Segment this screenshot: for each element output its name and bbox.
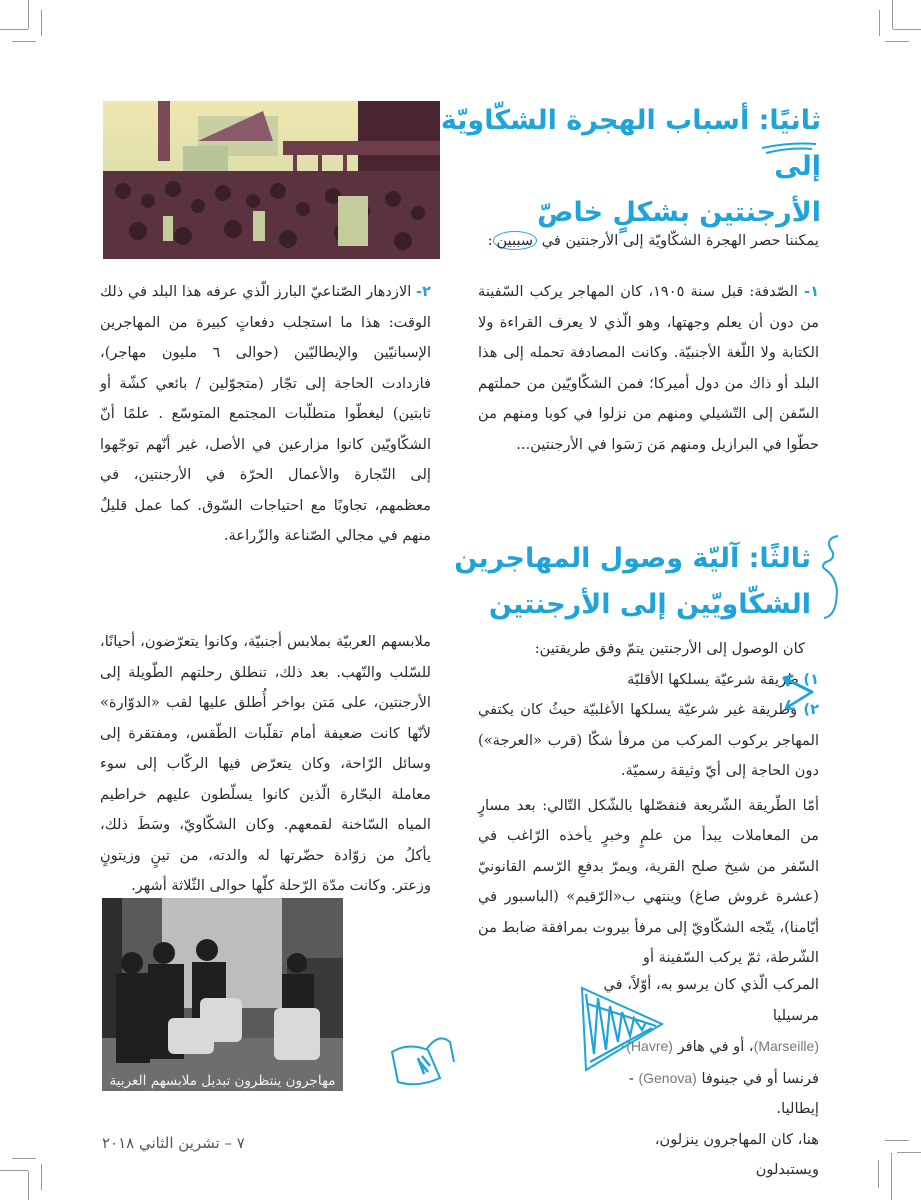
way2-item	[478, 695, 819, 787]
section2-intro-prefix: يمكننا حصر الهجرة الشكّاويّة إلى الأرجنتين في	[541, 232, 819, 249]
underline-flourish-icon	[760, 140, 820, 156]
marseille-text: (Marseille)	[753, 1038, 819, 1054]
legal-way-paragraph: أمّا الطّريقة الشّريعة فنفصّلها بالشّكل التّالي: بعد مسارٍ من المعاملات يبدأ من علمٍ وخبرٍ يأخذه الرّاغب في السّفر من شيخ صلح القرية، ويمرّ بدفعِ الرّسم القانونيّ (عشرة غروش صاغ) وينتهي ب«الرّقيم» (الباسبور في أيّامنا)، يتّجه الشكّاويّ إلى مرفأ بيروت بمرافقة ضابط من الشّرطة، ثمّ يركب السّفينة أو	[478, 796, 819, 966]
double-arrow-icon	[776, 668, 820, 716]
way1-text: طريقة شرعيّة يسلكها الأقليّة	[627, 670, 799, 688]
ports-line2-mid: ، أو في هافر	[677, 1038, 754, 1055]
ports-line4: هنا، كان المهاجرون ينزلون، ويستبدلون	[654, 1130, 819, 1178]
section2-heading-line2: الأرجنتين بشكلٍ خاصّ	[537, 197, 821, 228]
fez-doodle-icon	[388, 1022, 458, 1092]
way2-number: ٢)	[803, 701, 819, 718]
section3-intro: كان الوصول إلى الأرجنتين يتمّ وفق طريقتين:	[534, 640, 805, 657]
reason2-paragraph	[100, 277, 431, 552]
reason2-text: الازدهار الصّناعيّ البارز الّذي عرفه هذا البلد في ذلك الوقت: هذا ما استجلب دفعاتٍ كبيرة من المهاجرين الإسبانيّين والإيطاليّين (حوالى ٦ مليون مهاجر)، فازدادت الحاجة إلى تجّار (متجوّلين / بائعي كشّة أو ثابتين) ليغطّوا متطلّبات المجتمع المتوسّع . علمًا أنّ الشكّاويّين كانوا مزارعين في الأصل، غير أنّهم توجّهوا إلى التّجارة والأعمال الحرّة في الأرجنتين، في معظمهم، تجاوبًا مع احتياجات السّوق. كما عمل قليلٌ منهم في مجالي الصّناعة والزّراعة.	[100, 283, 431, 544]
section3-right-column	[478, 634, 819, 974]
way1-item	[478, 665, 819, 696]
port-crowd-photo	[103, 101, 440, 259]
genova-text: (Genova)	[638, 1069, 697, 1086]
reason1-paragraph	[478, 277, 819, 460]
section3-heading-line2: الشكّاويّين إلى الأرجنتين	[488, 589, 811, 620]
section2-heading-line1: ثانيًا: أسباب الهجرة الشكّاويّة إلى	[440, 105, 821, 182]
ports-line3-start: فرنسا أو في جينوفا	[701, 1069, 819, 1087]
page-footer: ٧ – تشرين الثاني ٢٠١٨	[102, 1134, 245, 1152]
section2-intro-circled: سببين	[493, 231, 538, 250]
way1-number: ١)	[803, 670, 819, 688]
scribble-triangle-icon	[572, 984, 668, 1074]
section2-intro-suffix: :	[487, 232, 493, 249]
ports-line3-end: - إيطاليا.	[628, 1069, 819, 1117]
reason1-number: ١-	[804, 283, 819, 300]
havre-text: (Havre)	[626, 1038, 673, 1054]
ports-line1: المركب الّذي كان يرسو به، أوّلاً، في مرسيليا	[603, 976, 819, 1024]
emigrants-photo	[102, 898, 343, 1091]
continued-paragraph	[100, 627, 431, 902]
curly-bracket-icon	[818, 532, 848, 624]
section2-heading	[421, 98, 821, 236]
ports-line2-end: -	[621, 1038, 627, 1055]
way2-text: وطريقة غير شرعيّة يسلكها الأغلبيّة حيثُ كان يكتفي المهاجر بركوب المركب من مرفأ شكّا (قرب «العرجة») دون الحاجة إلى أيّ وثيقة رسميّة.	[478, 701, 819, 779]
reason2-number: ٢-	[416, 283, 432, 300]
section2-intro	[479, 226, 819, 257]
reason1-text: الصّدفة: قبل سنة ١٩٠٥، كان المهاجر يركب السّفينة من دون أن يعلم وجهتها، وهو الّذي لا يعرف القراءة ولا الكتابة ولا اللّغة الأجنبيّة. وكانت المصادفة تحمله إلى هذا البلد أو ذاك من دول أميركا؛ فمن الشكّاويّين من حملتهم السّفن إلى التّشيلي ومنهم من نزلوا في كوبا ومنهم من حطّوا في البرازيل ومنهم مَن رَسَوا في الأرجنتين...	[478, 283, 819, 453]
section3-heading-line1: ثالثًا: آليّة وصول المهاجرين	[454, 543, 811, 574]
continued-text: ملابسهم العربيّة بملابس أجنبيّة، وكانوا يتعرّضون، أحيانًا، للسّلب والنّهب. بعد ذلك، تنطلق رحلتهم الطّويلة إلى الأرجنتين، على مَتن بواخر أُطلق عليها لقب «الدوّارة» لأنّها كانت ضعيفة أمام تقلّبات الطّقس، ومفتقرة إلى وسائل الرّاحة، وكان يتعرّض فيها الركّاب إلى سوء معاملة البحّارة الّذين كانوا يسلّطون عليهم خراطيم المياه السّاخنة لقمعهم. وكان الشكّاويّ، وسَطَ ذلك، يأكلُ من زوّادة حضّرتها له والدته، من تينٍ وزيتونٍ وزعتر. وكانت مدّة الرّحلة كلّها حوالى الثّلاثة أشهر.	[100, 633, 431, 894]
photo-caption: مهاجرون ينتظرون تبديل ملابسهم العربية	[109, 1073, 336, 1089]
section3-heading	[451, 536, 811, 628]
